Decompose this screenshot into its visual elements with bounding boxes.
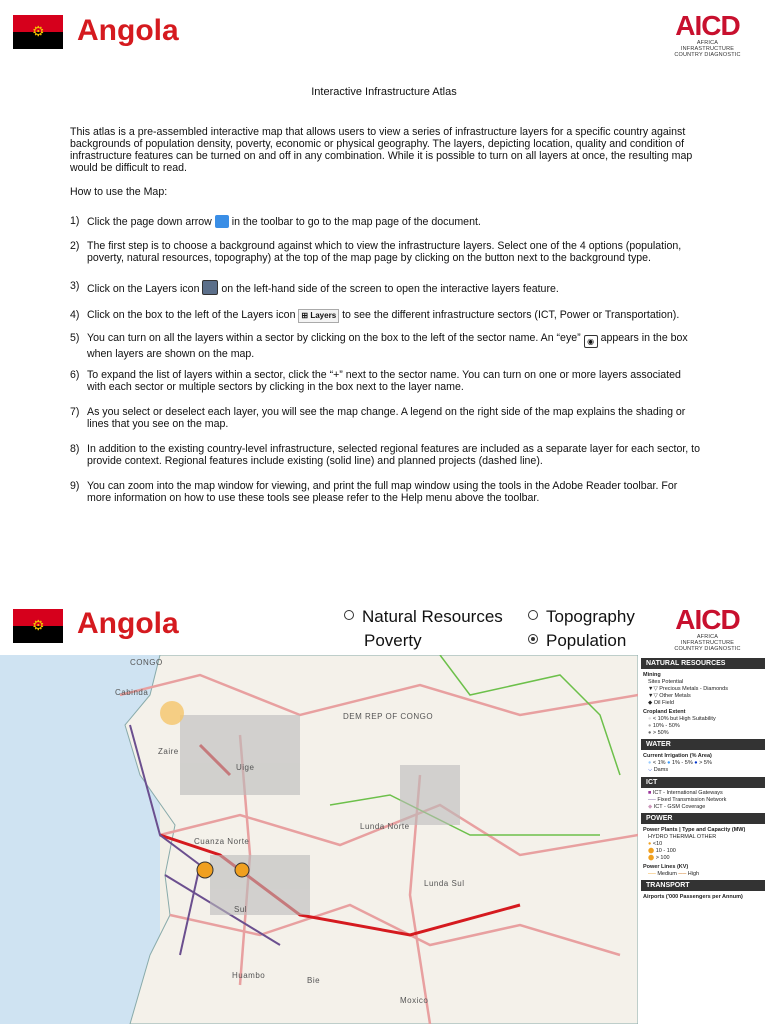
- map-label-sul: Sul: [234, 905, 248, 914]
- cropland-3: [210, 855, 310, 915]
- map-label-huambo: Huambo: [232, 971, 266, 980]
- map-label-drc: DEM REP OF CONGO: [343, 712, 434, 721]
- power-plant-3: [235, 863, 249, 877]
- step-5: 5) You can turn on all the layers within a sector by clicking on the box to the left of the sector name. An “eye” ◉ appears in the box when layers are shown on the map.: [70, 332, 688, 360]
- diamond-icon: ▼▽: [648, 686, 658, 692]
- option-poverty[interactable]: Poverty: [364, 631, 422, 650]
- map-label-cuanza-norte: Cuanza Norte: [194, 837, 250, 846]
- howto-heading: How to use the Map:: [70, 186, 168, 198]
- population-radio[interactable]: [528, 634, 538, 644]
- map-label-moxico: Moxico: [400, 996, 429, 1005]
- map-label-zaire: Zaire: [158, 747, 179, 756]
- legend-natural-resources: NATURAL RESOURCES: [641, 658, 765, 669]
- step-8: 8) In addition to the existing country-level infrastructure, selected regional features are included as a separate layer for each sector, to provide context. Regional features include existing (solid line) and planned projects (dashed line).: [70, 443, 701, 467]
- cropland-2: [180, 715, 300, 795]
- layers-icon: [202, 280, 218, 295]
- option-natural-resources[interactable]: Natural Resources: [344, 607, 503, 627]
- step-6: 6) To expand the list of layers within a sector, click the “+” next to the sector name. You can turn on one or more layers associated with each sector or multiple sectors by clicking in the box next to the layer name.: [70, 369, 681, 393]
- infrastructure-map[interactable]: [0, 655, 638, 1024]
- step-1: 1) Click the page down arrow in the toolbar to go to the map page of the document.: [70, 215, 481, 228]
- power-plant-2: [197, 862, 213, 878]
- step-2: 2) The first step is to choose a background against which to view the infrastructure layers. Select one of the 4 options (population, poverty, natural resources, topography) at the top of the map page by clicking on the button next to the background type.: [70, 240, 682, 264]
- map-label-bie: Bie: [307, 976, 321, 985]
- power-plant-1: [160, 701, 184, 725]
- dam-icon: ⌵: [648, 767, 653, 773]
- legend-ict: ICT: [641, 777, 765, 788]
- map-label-lunda-sul: Lunda Sul: [424, 879, 465, 888]
- aicd-logo: AICD AFRICA INFRASTRUCTURE COUNTRY DIAGNOSTIC: [674, 10, 741, 58]
- angola-flag-map: ⚙: [13, 609, 63, 643]
- natural-resources-radio[interactable]: [344, 610, 354, 620]
- map-legend: NATURAL RESOURCES Mining Sites Potential ▼▽ Precious Metals - Diamonds ▼▽ Other Metals ◆ Oil Field Cropland Extent ● < 10% but High Suitability ● 10% - 50% ● > 50% WATER Current Irrigation (% Area) ● < 1% ● 1% - 5% ● > 5% ⌵ Dams ICT ■ ICT - International Gateways ── Fixed Transmission Network ◆ ICT - GSM Coverage POWER Power Plants | Type and Capacity (MW) HYDRO THERMAL OTHER ● <10 ⬤ 10 - 100 ⬤ > 100 Power Lines (KV) ── Medium ── High TRANSPORT Airports ('000 Passengers per Annum): [638, 655, 768, 1024]
- legend-transport: TRANSPORT: [641, 880, 765, 891]
- map-label-cabinda: Cabinda: [115, 688, 149, 697]
- oil-field-icon: ◆: [648, 700, 653, 706]
- step-3: 3) Click on the Layers icon on the left-hand side of the screen to open the interactive layers feature.: [70, 280, 559, 295]
- gsm-icon: ◆: [648, 804, 653, 810]
- step-4: 4) Click on the box to the left of the Layers icon ⊞ Layers to see the different infrastructure sectors (ICT, Power or Transportation).: [70, 309, 680, 321]
- eye-icon: ◉: [584, 335, 598, 348]
- map-label-uige: Uige: [236, 763, 255, 772]
- topography-radio[interactable]: [528, 610, 538, 620]
- step-7: 7) As you select or deselect each layer, you will see the map change. A legend on the right side of the map explains the shading or lines that you see on the map.: [70, 406, 686, 430]
- metal-icon: ▼▽: [648, 693, 658, 699]
- ocean: [0, 655, 160, 1024]
- legend-water: WATER: [641, 739, 765, 750]
- page-title: Interactive Infrastructure Atlas: [311, 86, 457, 98]
- map-country-title: Angola: [77, 607, 179, 640]
- page-down-arrow-icon: [215, 215, 229, 228]
- legend-power: POWER: [641, 813, 765, 824]
- intro-paragraph: This atlas is a pre-assembled interactive map that allows users to view a series of infrastructure layers for a specific country against backgrounds of population density, poverty, economic or physical geography. The layers, depicting location, quality and condition of infrastructure features can be turned on and off in any combination. While it is possible to turn on all layers at once, the resulting map would be difficult to read.: [70, 126, 693, 174]
- map-label-lunda-norte: Lunda Norte: [360, 822, 410, 831]
- cropland-1: [400, 765, 460, 825]
- aicd-logo-map: AICD AFRICA INFRASTRUCTURE COUNTRY DIAGNOSTIC: [674, 604, 741, 652]
- step-9: 9) You can zoom into the map window for viewing, and print the full map window using the tools in the Adobe Reader toolbar. For more information on how to use these tools see please refer to the Help menu above the toolbar.: [70, 480, 678, 504]
- gateway-icon: ■: [648, 790, 652, 796]
- country-title: Angola: [77, 14, 179, 47]
- option-population[interactable]: Population: [528, 631, 626, 651]
- layers-button-icon: ⊞ Layers: [298, 309, 339, 323]
- map-label-congo: CONGO: [130, 658, 163, 667]
- angola-flag: ⚙: [13, 15, 63, 49]
- option-topography[interactable]: Topography: [528, 607, 635, 627]
